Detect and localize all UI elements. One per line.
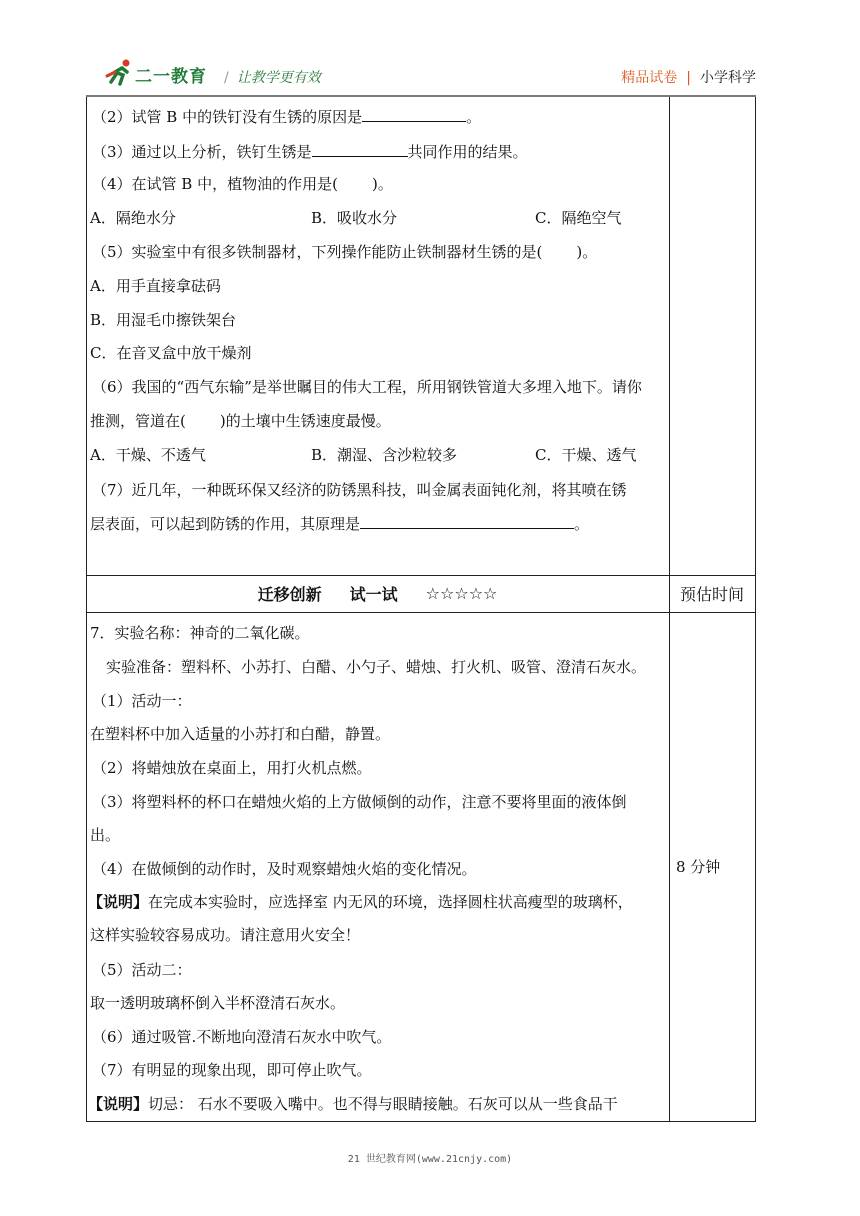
section-title: 迁移创新 xyxy=(257,585,322,604)
experiment-line-8: （4）在做倾倒的动作时，及时观察蜡烛火焰的变化情况。 xyxy=(92,860,477,878)
note-1-line-2: 这样实验较容易成功。请注意用火安全！ xyxy=(90,926,361,944)
logo-text: 二一教育 xyxy=(135,67,207,87)
experiment-line-7: 出。 xyxy=(90,826,121,844)
question-6-text: 推测，管道在( xyxy=(90,412,186,430)
subject-label: 小学科学 xyxy=(700,70,756,86)
answer-blank xyxy=(362,105,466,122)
question-3-end: 共同作用的结果。 xyxy=(407,143,528,161)
difficulty-stars-icon: ☆☆☆☆☆ xyxy=(425,584,498,603)
question-4-end: )。 xyxy=(371,175,393,193)
question-5 xyxy=(92,241,597,263)
slogan-text: 让教学更有效 xyxy=(236,70,321,86)
table-border-bottom xyxy=(86,1121,756,1122)
row-divider-bottom xyxy=(86,612,756,613)
question-3 xyxy=(92,140,528,163)
experiment-line-1: 7．实验名称：神奇的二氧化碳。 xyxy=(90,624,310,642)
experiment-line-2: 实验准备：塑料杯、小苏打、白醋、小勺子、蜡烛、打火机、吸管、澄清石灰水。 xyxy=(106,658,647,676)
page-header xyxy=(0,0,860,98)
question-5-option-a: A．用手直接拿砝码 xyxy=(90,277,221,295)
question-6-option-a: A．干燥、不透气 xyxy=(90,446,206,464)
header-divider: | xyxy=(686,70,691,86)
answer-blank xyxy=(360,512,574,529)
question-5-option-c: C．在音叉盒中放干燥剂 xyxy=(90,344,252,362)
question-7-line-1: （7）近几年，一种既环保又经济的防锈黑科技，叫金属表面钝化剂，将其喷在锈 xyxy=(92,481,627,499)
note-tag: 【说明】 xyxy=(88,1095,149,1113)
question-7-end: 。 xyxy=(574,515,590,533)
experiment-line-3: （1）活动一： xyxy=(92,692,192,710)
section-title-row xyxy=(86,575,669,612)
experiment-line-11: （6）通过吸管.不断地向澄清石灰水中吹气。 xyxy=(92,1028,392,1046)
question-2 xyxy=(92,105,481,128)
table-border-right xyxy=(755,97,756,1122)
question-6-option-b: B．潮湿、含沙粒较多 xyxy=(311,446,458,464)
badge-label: 精品试卷 xyxy=(621,70,678,86)
experiment-line-5: （2）将蜡烛放在桌面上，用打火机点燃。 xyxy=(92,759,372,777)
section-subtitle: 试一试 xyxy=(349,585,398,604)
question-7-text: 层表面，可以起到防锈的作用，其原理是 xyxy=(90,515,361,533)
question-6-line-1: （6）我国的“西气东输”是举世瞩目的伟大工程，所用钢铁管道大多埋入地下。请你 xyxy=(92,378,642,396)
question-6-line-2 xyxy=(90,410,391,432)
logo xyxy=(105,58,217,88)
answer-blank xyxy=(312,140,408,157)
question-4 xyxy=(92,173,393,195)
note-2 xyxy=(88,1093,618,1115)
experiment-line-12: （7）有明显的现象出现，即可停止吹气。 xyxy=(92,1061,372,1079)
note-1-text: 在完成本实验时，应选择室 内无风的环境，选择圆柱状高瘦型的玻璃杯， xyxy=(148,893,633,911)
question-4-option-b: B．吸收水分 xyxy=(311,209,398,227)
slogan-separator: / xyxy=(224,70,229,86)
question-6-option-c: C．干燥、透气 xyxy=(535,446,637,464)
estimated-time-value: 8 分钟 xyxy=(676,858,721,876)
page-footer: 21 世纪教育网(www.21cnjy.com) xyxy=(347,1154,513,1165)
question-5-end: )。 xyxy=(576,243,598,261)
question-7-line-2 xyxy=(90,512,589,535)
experiment-line-10: 取一透明玻璃杯倒入半杯澄清石灰水。 xyxy=(90,994,346,1012)
experiment-line-4: 在塑料杯中加入适量的小苏打和白醋，静置。 xyxy=(90,725,391,743)
question-5-option-b: B．用湿毛巾擦铁架台 xyxy=(90,311,237,329)
note-2-text: 切忌： 石水不要吸入嘴中。也不得与眼睛接触。石灰可以从一些食品干 xyxy=(148,1095,618,1113)
header-rule xyxy=(86,95,756,97)
question-3-text: （3）通过以上分析，铁钉生锈是 xyxy=(92,143,312,161)
estimate-time-label: 预估时间 xyxy=(679,585,744,604)
slogan xyxy=(224,67,321,87)
runner-logo-icon xyxy=(105,58,135,86)
header-right xyxy=(621,67,756,87)
note-tag: 【说明】 xyxy=(88,893,149,911)
question-6-end: )的土壤中生锈速度最慢。 xyxy=(219,412,391,430)
question-2-end: 。 xyxy=(466,108,482,126)
question-5-text: （5）实验室中有很多铁制器材，下列操作能防止铁制器材生锈的是( xyxy=(92,243,543,261)
question-4-option-c: C．隔绝空气 xyxy=(535,209,622,227)
experiment-line-9: （5）活动二： xyxy=(92,961,192,979)
question-2-text: （2）试管 B 中的铁钉没有生锈的原因是 xyxy=(92,108,363,126)
experiment-line-6: （3）将塑料杯的杯口在蜡烛火焰的上方做倾倒的动作，注意不要将里面的液体倒 xyxy=(92,793,627,811)
note-1 xyxy=(88,891,633,913)
question-4-option-a: A．隔绝水分 xyxy=(90,209,176,227)
question-4-text: （4）在试管 B 中，植物油的作用是( xyxy=(92,175,338,193)
